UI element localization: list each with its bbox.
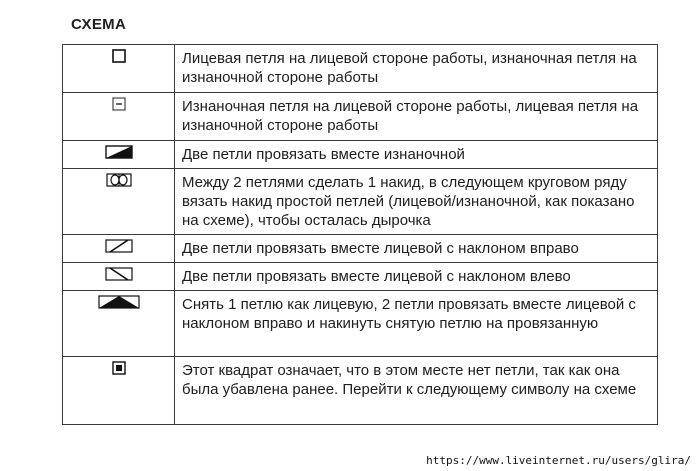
description-cell: Снять 1 петлю как лицевую, 2 петли провязать вместе лицевой с наклоном вправо и накинуть снятую петлю на провязанную <box>175 291 658 357</box>
slip-knit-two-together-psso-icon <box>98 295 140 309</box>
description-cell: Две петли провязать вместе лицевой с наклоном влево <box>175 263 658 291</box>
symbol-cell <box>63 169 175 235</box>
symbol-cell <box>63 93 175 141</box>
table-row <box>63 291 658 357</box>
symbol-cell <box>63 263 175 291</box>
table-row <box>63 45 658 93</box>
description-cell: Две петли провязать вместе лицевой с наклоном вправо <box>175 235 658 263</box>
symbol-cell <box>63 357 175 425</box>
yarn-over-double-circle-icon <box>106 173 132 187</box>
source-watermark: https://www.liveinternet.ru/users/glira/ <box>426 454 691 467</box>
symbol-cell <box>63 45 175 93</box>
symbol-cell <box>63 235 175 263</box>
purl-stitch-dash-square-icon <box>112 97 126 111</box>
table-row <box>63 357 658 425</box>
page-title: СХЕМА <box>71 16 127 33</box>
knit-two-together-left-slant-icon <box>105 267 133 281</box>
table-row <box>63 263 658 291</box>
description-cell: Этот квадрат означает, что в этом месте нет петли, так как она была убавлена ранее. Перейти к следующему символу на схеме <box>175 357 658 425</box>
table-row <box>63 141 658 169</box>
table-row <box>63 235 658 263</box>
knit-stitch-empty-square-icon <box>112 49 126 63</box>
symbol-legend-table <box>62 44 658 425</box>
description-cell: Две петли провязать вместе изнаночной <box>175 141 658 169</box>
table-row <box>63 93 658 141</box>
description-cell: Изнаночная петля на лицевой стороне работы, лицевая петля на изнаночной стороне работы <box>175 93 658 141</box>
no-stitch-filled-square-icon <box>112 361 126 375</box>
purl-two-together-triangle-icon <box>105 145 133 159</box>
symbol-cell <box>63 291 175 357</box>
knit-two-together-right-slant-icon <box>105 239 133 253</box>
description-cell: Между 2 петлями сделать 1 накид, в следующем круговом ряду вязать накид простой петлей (лицевой/изнаночной, как показано на схеме), чтобы осталась дырочка <box>175 169 658 235</box>
description-cell: Лицевая петля на лицевой стороне работы, изнаночная петля на изнаночной стороне работы <box>175 45 658 93</box>
symbol-cell <box>63 141 175 169</box>
table-row <box>63 169 658 235</box>
